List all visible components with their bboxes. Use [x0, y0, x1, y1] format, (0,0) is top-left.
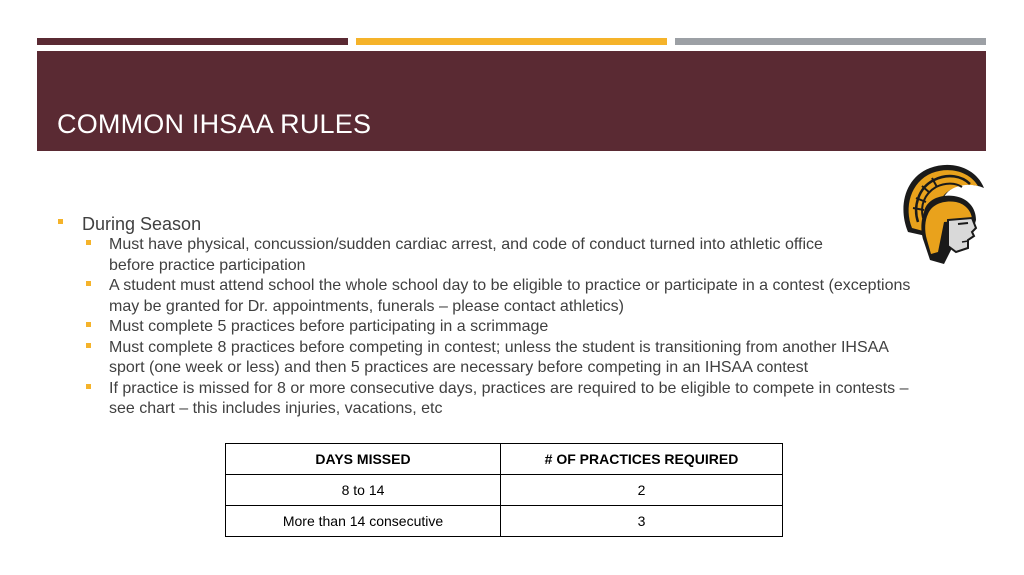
- bullet-item: [56, 276, 968, 317]
- table-row: [226, 475, 783, 506]
- table-header-row: [226, 444, 783, 475]
- bullet-item: [56, 235, 968, 276]
- bullet-line: see chart – this includes injuries, vacations, etc: [109, 400, 443, 417]
- table-cell: 3: [501, 506, 783, 537]
- bullet-square-icon: [58, 219, 63, 224]
- bullet-square-icon: [86, 343, 91, 348]
- bullet-item: [56, 317, 968, 338]
- bullet-line: A student must attend school the whole school day to be eligible to practice or participate in a contest (exceptions: [109, 277, 911, 294]
- bullet-line: before practice participation: [109, 256, 306, 274]
- bullet-square-icon: [86, 384, 91, 389]
- column-header-practices-required: # OF PRACTICES REQUIRED: [501, 444, 783, 475]
- practices-table: [225, 443, 783, 537]
- column-header-days-missed: DAYS MISSED: [226, 444, 501, 475]
- accent-bar-gold: [356, 38, 667, 45]
- title-banner: [37, 51, 986, 151]
- bullet-line: Must complete 5 practices before participating in a scrimmage: [109, 318, 549, 335]
- bullet-line: sport (one week or less) and then 5 practices are necessary before competing in an IHSAA contest: [109, 359, 809, 376]
- accent-bar-maroon: [37, 38, 348, 45]
- table-cell: 8 to 14: [226, 475, 501, 506]
- bullet-line: may be granted for Dr. appointments, funerals – please contact athletics): [109, 297, 624, 315]
- bullet-square-icon: [86, 281, 91, 286]
- bullet-square-icon: [86, 240, 91, 245]
- table-cell: More than 14 consecutive: [226, 506, 501, 537]
- section-label: During Season: [82, 214, 202, 234]
- bullet-line: If practice is missed for 8 or more consecutive days, practices are required to be eligible to compete in contests –: [109, 379, 909, 397]
- bullet-item: [56, 379, 968, 420]
- bullet-square-icon: [86, 322, 91, 327]
- content-area: [56, 213, 968, 420]
- table-cell: 2: [501, 475, 783, 506]
- bullet-line: Must complete 8 practices before competing in contest; unless the student is transitioning from another IHSAA: [109, 338, 889, 356]
- section-during-season: [56, 213, 968, 235]
- bullet-item: [56, 338, 968, 379]
- slide-title: COMMON IHSAA RULES: [57, 109, 372, 139]
- bullet-line: Must have physical, concussion/sudden cardiac arrest, and code of conduct turned into athletic office: [109, 236, 823, 253]
- accent-bar-gray: [675, 38, 986, 45]
- table-row: [226, 506, 783, 537]
